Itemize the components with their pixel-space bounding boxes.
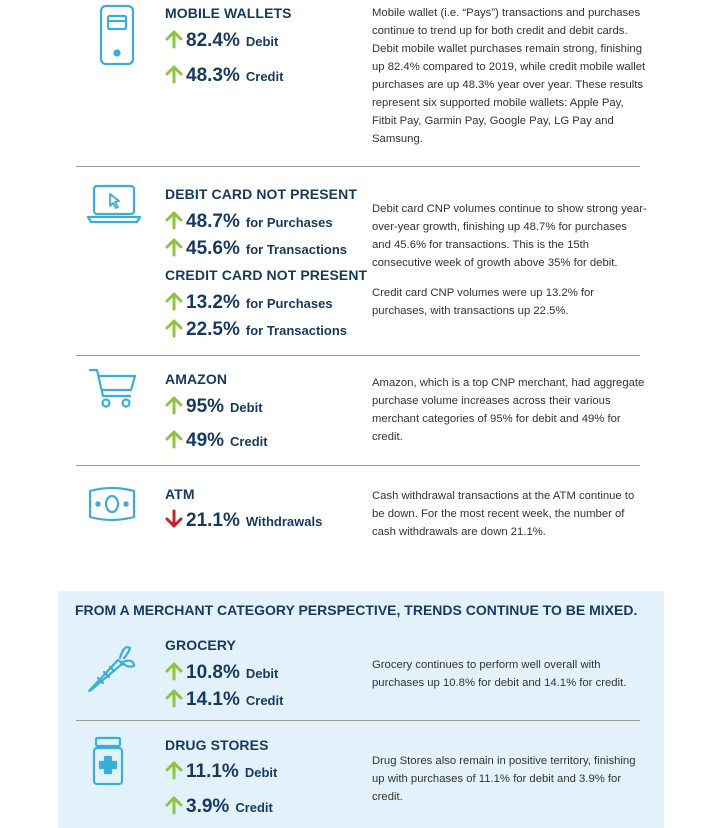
arrow-down-icon (164, 509, 184, 529)
amazon-debit-stat (164, 392, 263, 418)
mobile-phone-icon (98, 4, 136, 66)
stat-value: 49% (186, 430, 225, 451)
stat-label: for Purchases (245, 215, 333, 230)
arrow-up-icon (164, 688, 184, 708)
stat-value: 95% (186, 396, 225, 417)
atm-description: Cash withdrawal transactions at the ATM continue to be down. For the most recent week, the number of cash withdrawals are down 21.1%. (372, 490, 635, 538)
stat-label: Debit (245, 666, 279, 681)
amazon-title: AMAZON (165, 371, 228, 387)
drug-stores-title: DRUG STORES (165, 737, 269, 753)
amazon-credit-stat (164, 426, 268, 452)
stat-label: Withdrawals (245, 514, 323, 529)
laptop-cursor-icon (86, 183, 142, 225)
grocery-description: Grocery continues to perform well overall with purchases up 10.8% for debit and 14.1% for credit. (372, 659, 627, 689)
shopping-cart-icon (88, 366, 138, 410)
arrow-up-icon (164, 795, 184, 815)
stat-label: Debit (245, 34, 279, 49)
stat-value: 11.1% (186, 761, 239, 782)
medicine-bottle-icon (91, 736, 125, 786)
section-divider (76, 465, 640, 466)
drug-stores-credit-stat (164, 792, 273, 818)
credit-cnp-transactions-stat (164, 315, 347, 341)
arrow-up-icon (164, 64, 184, 84)
merchant-panel-heading: FROM A MERCHANT CATEGORY PERSPECTIVE, TRENDS CONTINUE TO BE MIXED. (75, 602, 638, 618)
stat-label: Debit (244, 765, 278, 780)
debit-cnp-transactions-stat (164, 234, 347, 260)
section-divider (76, 720, 640, 721)
arrow-up-icon (164, 395, 184, 415)
arrow-up-icon (164, 318, 184, 338)
credit-cnp-description: Credit card CNP volumes were up 13.2% for purchases, with transactions up 22.5%. (372, 287, 595, 317)
stat-value: 10.8% (186, 662, 240, 683)
section-divider (76, 166, 640, 167)
arrow-up-icon (164, 429, 184, 449)
stat-value: 82.4% (186, 30, 240, 51)
carrot-icon (84, 640, 138, 694)
debit-cnp-description: Debit card CNP volumes continue to show strong year-over-year growth, finishing up 48.7% for purchases and 45.6% for transactions. This is the 15th consecutive week of growth above 35% for debit. (372, 203, 647, 269)
stat-value: 3.9% (186, 796, 230, 817)
arrow-up-icon (164, 29, 184, 49)
stat-label: Credit (245, 693, 284, 708)
amazon-description: Amazon, which is a top CNP merchant, had aggregate purchase volume increases across their various merchant categories of 95% for debit and 49% for credit. (372, 377, 645, 443)
atm-title: ATM (165, 486, 195, 502)
debit-cnp-purchases-stat (164, 207, 333, 233)
stat-value: 48.7% (186, 211, 240, 232)
credit-cnp-purchases-stat (164, 288, 333, 314)
stat-label: Credit (235, 800, 273, 815)
stat-label: for Purchases (245, 296, 333, 311)
stat-label: Credit (245, 69, 284, 84)
grocery-title: GROCERY (165, 637, 236, 653)
mobile-wallets-credit-stat (164, 61, 283, 87)
arrow-up-icon (164, 760, 184, 780)
drug-stores-debit-stat (164, 757, 277, 783)
credit-cnp-title: CREDIT CARD NOT PRESENT (165, 267, 368, 283)
arrow-up-icon (164, 237, 184, 257)
stat-value: 13.2% (186, 292, 240, 313)
atm-withdrawals-stat (164, 506, 322, 532)
mobile-wallets-title: MOBILE WALLETS (165, 5, 292, 21)
arrow-up-icon (164, 210, 184, 230)
drug-stores-description: Drug Stores also remain in positive territory, finishing up with purchases of 11.1% for debit and 3.9% for credit. (372, 755, 636, 803)
cash-bill-icon (86, 484, 138, 524)
section-divider (76, 355, 640, 356)
stat-label: for Transactions (245, 323, 348, 338)
stat-value: 14.1% (186, 689, 240, 710)
grocery-credit-stat (164, 685, 283, 711)
arrow-up-icon (164, 291, 184, 311)
stat-label: Debit (230, 400, 263, 415)
stat-value: 21.1% (186, 510, 240, 531)
debit-cnp-title: DEBIT CARD NOT PRESENT (165, 186, 357, 202)
grocery-debit-stat (164, 658, 278, 684)
arrow-up-icon (164, 661, 184, 681)
mobile-wallets-description: Mobile wallet (i.e. “Pays”) transactions and purchases continue to trend up for both credit and debit cards. Debit mobile wallet purchases remain strong, finishing up 82.4% compared to 2019, while credit mobile wallet purchases are up 48.3% year over year. These results represent six supported mobile wallets: Apple Pay, Fitbit Pay, Garmin Pay, Google Pay, LG Pay and Samsung. (372, 7, 646, 145)
stat-value: 48.3% (186, 65, 240, 86)
stat-value: 45.6% (186, 238, 240, 259)
stat-label: for Transactions (245, 242, 348, 257)
stat-value: 22.5% (186, 319, 240, 340)
mobile-wallets-debit-stat (164, 26, 278, 52)
stat-label: Credit (230, 434, 268, 449)
